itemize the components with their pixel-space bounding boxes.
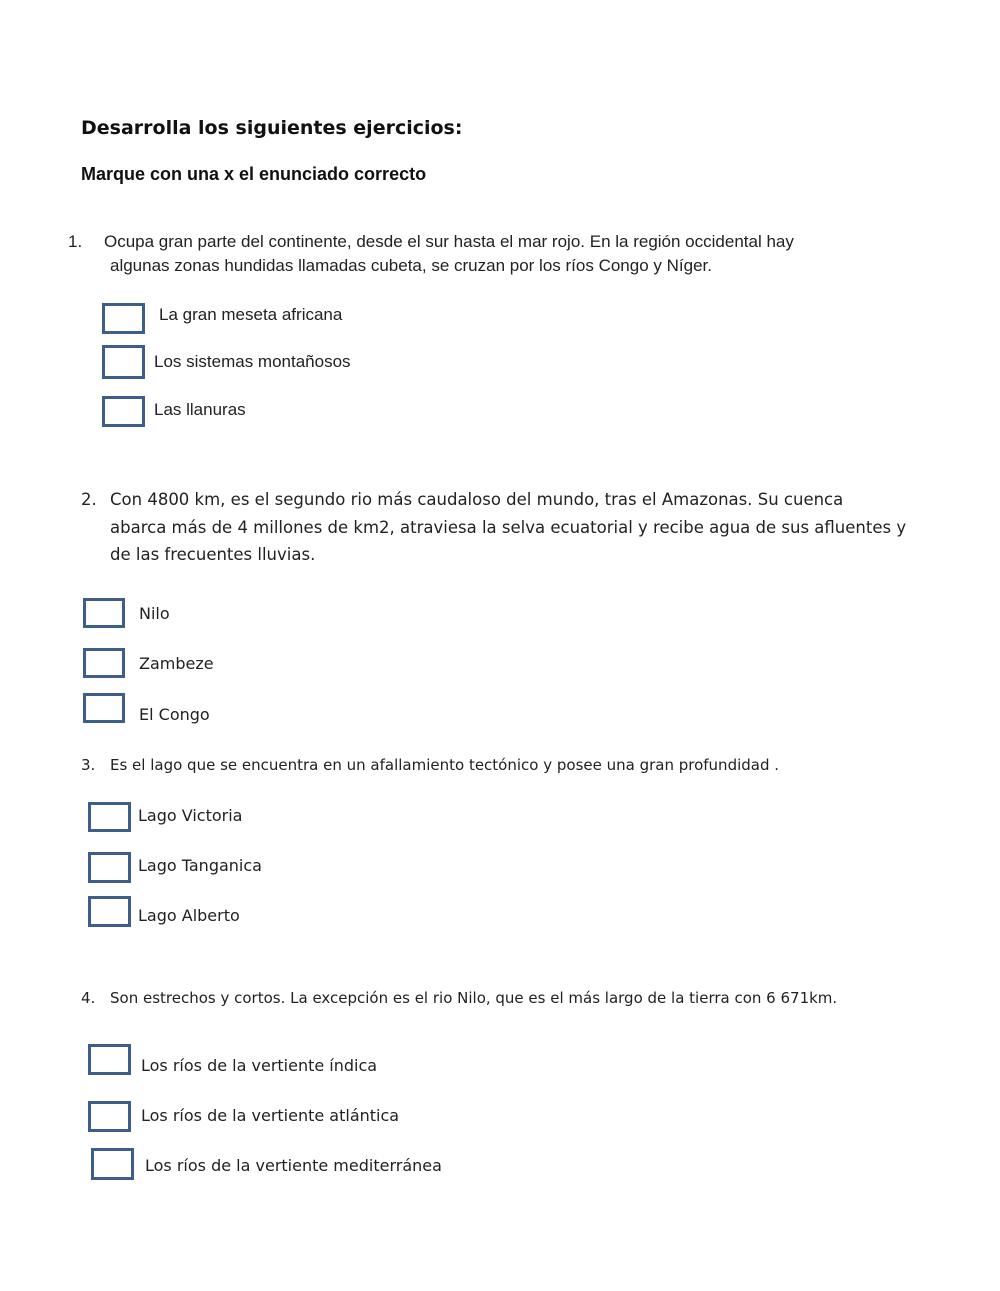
q4-option-2-label: Los ríos de la vertiente atlántica [141,1106,400,1125]
question-2-line-3: de las frecuentes lluvias. [110,545,316,564]
q1-option-2-checkbox[interactable] [102,345,145,379]
q3-option-1-checkbox[interactable] [88,802,131,832]
q3-option-1-label: Lago Victoria [138,806,243,825]
q2-option-1-label: Nilo [139,604,170,623]
q2-option-2-checkbox[interactable] [83,648,125,678]
question-2-number: 2. [81,490,97,509]
instruction-text: Marque con una x el enunciado correcto [81,164,427,184]
question-3-line-1: Es el lago que se encuentra en un afallamiento tectónico y posee una gran profundidad . [110,756,780,774]
q2-option-1-checkbox[interactable] [83,598,125,628]
page-title: Desarrolla los siguientes ejercicios: [81,117,463,139]
question-4-line-1: Son estrechos y cortos. La excepción es el rio Nilo, que es el más largo de la tierra con 6 671km. [110,989,838,1007]
q4-option-2-checkbox[interactable] [88,1101,131,1132]
question-1-line-1: Ocupa gran parte del continente, desde el sur hasta el mar rojo. En la región occidental hay [104,232,794,251]
question-1-number: 1. [68,232,83,251]
q1-option-2-label: Los sistemas montañosos [154,352,351,371]
q4-option-3-label: Los ríos de la vertiente mediterránea [145,1156,442,1175]
q2-option-3-label: El Congo [139,705,210,724]
question-1-line-2: algunas zonas hundidas llamadas cubeta, se cruzan por los ríos Congo y Níger. [110,256,712,275]
q3-option-3-checkbox[interactable] [88,896,131,927]
question-2-line-1: Con 4800 km, es el segundo rio más caudaloso del mundo, tras el Amazonas. Su cuenca [110,490,844,509]
q3-option-3-label: Lago Alberto [138,906,240,925]
q3-option-2-label: Lago Tanganica [138,856,262,875]
q4-option-1-label: Los ríos de la vertiente índica [141,1056,378,1075]
question-4-number: 4. [81,989,96,1007]
q4-option-3-checkbox[interactable] [91,1148,134,1180]
q1-option-1-label: La gran meseta africana [159,305,343,324]
q2-option-3-checkbox[interactable] [83,693,125,723]
q4-option-1-checkbox[interactable] [88,1044,131,1075]
q1-option-1-checkbox[interactable] [102,303,145,334]
q1-option-3-checkbox[interactable] [102,396,145,427]
q3-option-2-checkbox[interactable] [88,852,131,883]
q2-option-2-label: Zambeze [139,654,214,673]
question-2-line-2: abarca más de 4 millones de km2, atraviesa la selva ecuatorial y recibe agua de sus afluentes y [110,518,907,537]
q1-option-3-label: Las llanuras [154,400,246,419]
question-3-number: 3. [81,756,96,774]
